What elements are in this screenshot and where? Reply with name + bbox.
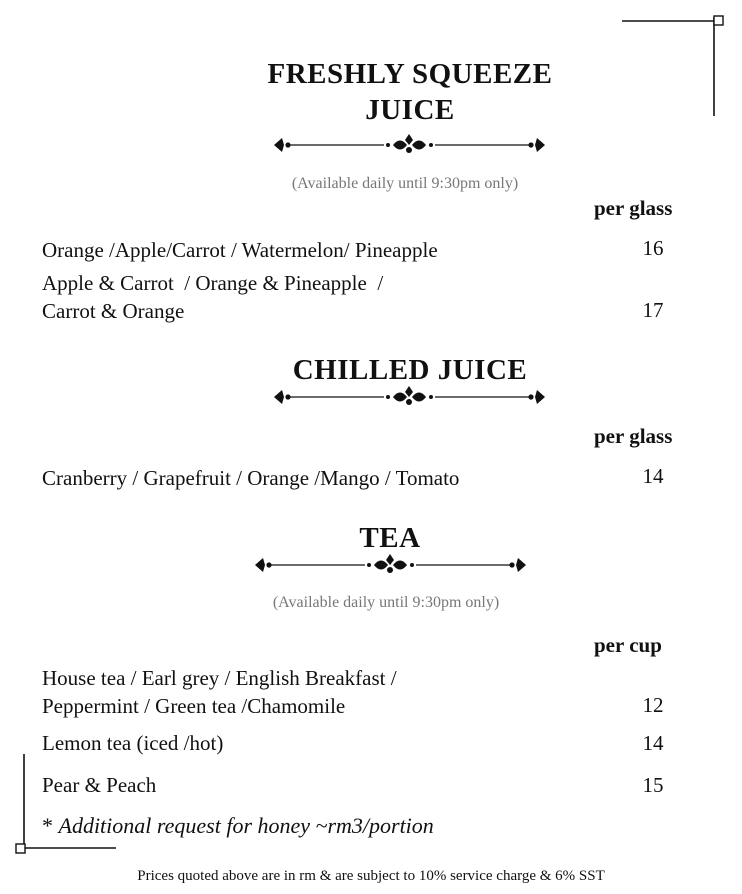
corner-frame-bottom-left xyxy=(10,752,120,862)
menu-item-fresh-1: Orange /Apple/Carrot / Watermelon/ Pineapple xyxy=(42,238,438,262)
divider-ornament-2 xyxy=(272,384,547,410)
section-title-tea: TEA xyxy=(359,522,421,554)
unit-label-tea: per cup xyxy=(594,633,662,657)
availability-note-tea: (Available daily until 9:30pm only) xyxy=(272,594,500,611)
section-title-fresh-line2: JUICE xyxy=(365,94,455,126)
unit-label-chilled: per glass xyxy=(594,424,673,448)
menu-item-tea-3: Pear & Peach xyxy=(42,773,157,797)
availability-note-fresh: (Available daily until 9:30pm only) xyxy=(291,175,519,192)
price-tea-3: 15 xyxy=(642,773,664,797)
section-title-fresh-line1: FRESHLY SQUEEZE xyxy=(267,58,553,90)
footer-price-note: Prices quoted above are in rm & are subject to 10% service charge & 6% SST xyxy=(137,868,605,884)
menu-item-fresh-2-line1: Apple & Carrot / Orange & Pineapple / xyxy=(42,271,384,295)
menu-item-tea-1-line1: House tea / Earl grey / English Breakfast / xyxy=(42,666,397,690)
price-tea-1: 12 xyxy=(642,693,664,717)
menu-item-tea-1 xyxy=(42,664,397,720)
price-fresh-1: 16 xyxy=(642,236,664,260)
unit-label-fresh: per glass xyxy=(594,196,673,220)
divider-ornament-1 xyxy=(272,132,547,158)
menu-item-fresh-2-line2: Carrot & Orange xyxy=(42,299,185,323)
honey-note-text: Additional request for honey ~rm3/portion xyxy=(58,813,434,838)
menu-item-chilled-1: Cranberry / Grapefruit / Orange /Mango / Tomato xyxy=(42,466,460,490)
price-tea-2: 14 xyxy=(642,731,664,755)
honey-note xyxy=(42,813,434,839)
honey-note-star: * xyxy=(42,813,59,838)
menu-item-tea-2: Lemon tea (iced /hot) xyxy=(42,731,224,755)
divider-ornament-3 xyxy=(253,552,528,578)
menu-item-tea-1-line2: Peppermint / Green tea /Chamomile xyxy=(42,694,346,718)
price-chilled-1: 14 xyxy=(642,464,664,488)
menu-item-fresh-2 xyxy=(42,269,383,325)
section-title-fresh xyxy=(160,56,660,128)
price-fresh-2: 17 xyxy=(642,298,664,322)
section-title-chilled: CHILLED JUICE xyxy=(292,354,528,386)
